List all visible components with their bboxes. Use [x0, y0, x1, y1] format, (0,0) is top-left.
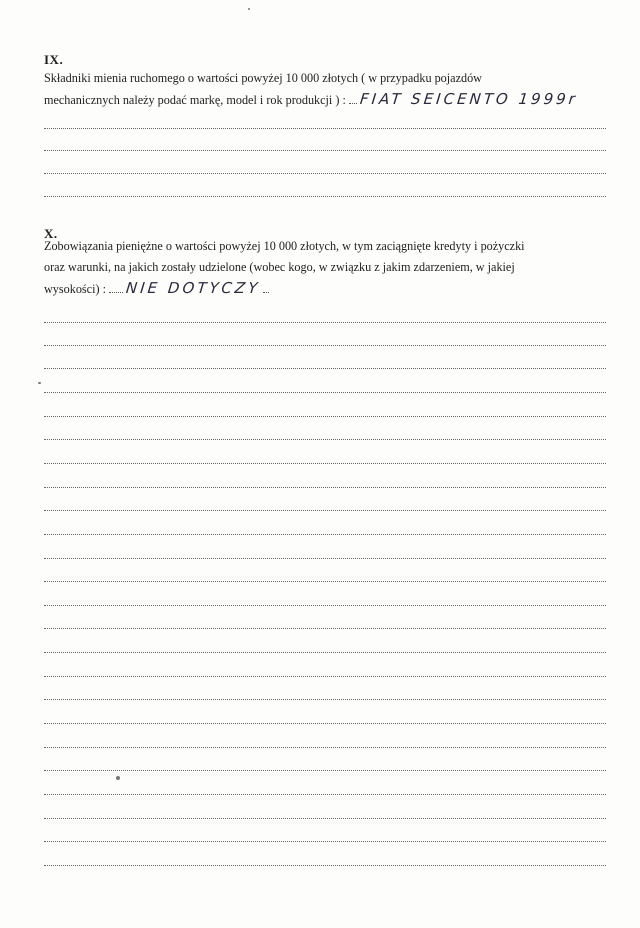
section-ix-question-line-1: Składniki mienia ruchomego o wartości powyżej 10 000 złotych ( w przypadku pojazdów	[44, 71, 482, 85]
blank-line	[44, 128, 606, 129]
section-ix-question-text: mechanicznych należy podać markę, model i rok produkcji ) :	[44, 93, 346, 107]
section-x-heading: X.	[44, 226, 58, 241]
dotted-fill	[349, 91, 357, 104]
section-x-question-line-2: oraz warunki, na jakich zostały udzielone (wobec kogo, w związku z jakim zdarzeniem, w jakiej	[44, 260, 515, 274]
blank-line	[44, 368, 606, 369]
blank-line	[44, 463, 606, 464]
blank-line	[44, 794, 606, 795]
dotted-fill	[263, 280, 269, 293]
blank-line	[44, 841, 606, 842]
section-x-question-line-1: Zobowiązania pieniężne o wartości powyżej 10 000 złotych, w tym zaciągnięte kredyty i pożyczki	[44, 239, 525, 253]
blank-line	[44, 345, 606, 346]
scan-speck	[248, 8, 250, 10]
blank-line	[44, 510, 606, 511]
blank-line	[44, 628, 606, 629]
blank-line	[44, 699, 606, 700]
blank-line	[44, 818, 606, 819]
blank-line	[44, 534, 606, 535]
blank-line	[44, 581, 606, 582]
dotted-fill	[109, 280, 123, 293]
section-ix-question	[44, 68, 606, 111]
blank-line	[44, 676, 606, 677]
blank-line	[44, 392, 606, 393]
section-x-question	[44, 236, 606, 300]
blank-line	[44, 416, 606, 417]
blank-line	[44, 652, 606, 653]
scan-speck	[38, 382, 41, 384]
blank-line	[44, 865, 606, 866]
blank-line	[44, 487, 606, 488]
section-x-question-line-3	[44, 278, 606, 300]
blank-line	[44, 196, 606, 197]
blank-line	[44, 439, 606, 440]
blank-line	[44, 322, 606, 323]
section-ix-heading: IX.	[44, 52, 64, 67]
section-x-question-text: wysokości) :	[44, 282, 106, 296]
blank-line	[44, 173, 606, 174]
scan-speck	[116, 776, 120, 780]
section-ix-handwritten-answer: FIAT SEICENTO 1999r	[359, 90, 579, 108]
blank-line	[44, 150, 606, 151]
blank-line	[44, 723, 606, 724]
blank-line	[44, 558, 606, 559]
blank-line	[44, 747, 606, 748]
section-ix-question-line-2	[44, 89, 606, 111]
blank-line	[44, 770, 606, 771]
section-x-handwritten-answer: NIE DOTYCZY	[125, 279, 262, 297]
blank-line	[44, 605, 606, 606]
